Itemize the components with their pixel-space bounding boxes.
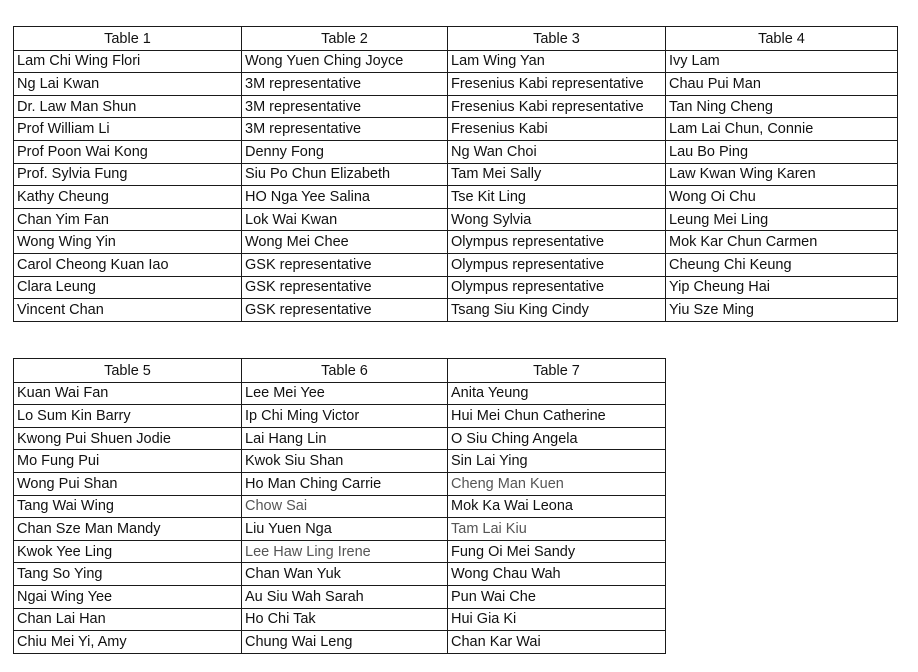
cell: Mok Kar Chun Carmen: [666, 231, 898, 254]
cell: Kathy Cheung: [14, 186, 242, 209]
table-row: [14, 73, 898, 96]
cell: O Siu Ching Angela: [448, 427, 666, 450]
cell: Lee Haw Ling Irene: [242, 540, 448, 563]
table-6-header: Table 6: [242, 359, 448, 383]
cell: GSK representative: [242, 253, 448, 276]
cell: Mok Ka Wai Leona: [448, 495, 666, 518]
table-row: [14, 140, 898, 163]
cell: Wong Oi Chu: [666, 186, 898, 209]
cell: Lee Mei Yee: [242, 382, 448, 405]
cell: 3M representative: [242, 95, 448, 118]
cell: Tse Kit Ling: [448, 186, 666, 209]
cell: Lau Bo Ping: [666, 140, 898, 163]
table-row: [14, 405, 666, 428]
cell: Lok Wai Kwan: [242, 208, 448, 231]
table-row: [14, 382, 666, 405]
cell: Law Kwan Wing Karen: [666, 163, 898, 186]
cell: Siu Po Chun Elizabeth: [242, 163, 448, 186]
cell: Chow Sai: [242, 495, 448, 518]
cell: Denny Fong: [242, 140, 448, 163]
table-row: [14, 631, 666, 654]
cell: Wong Wing Yin: [14, 231, 242, 254]
cell: Prof William Li: [14, 118, 242, 141]
cell: Chan Wan Yuk: [242, 563, 448, 586]
cell: Ngai Wing Yee: [14, 585, 242, 608]
table-row: [14, 495, 666, 518]
table-row: [14, 50, 898, 73]
header-row: [14, 359, 666, 383]
cell: Chau Pui Man: [666, 73, 898, 96]
cell: Hui Gia Ki: [448, 608, 666, 631]
table-row: [14, 186, 898, 209]
cell: Carol Cheong Kuan Iao: [14, 253, 242, 276]
header-row: [14, 27, 898, 51]
cell: Chan Kar Wai: [448, 631, 666, 654]
cell: Chiu Mei Yi, Amy: [14, 631, 242, 654]
table-row: [14, 608, 666, 631]
cell: Pun Wai Che: [448, 585, 666, 608]
cell: Liu Yuen Nga: [242, 518, 448, 541]
cell: Wong Sylvia: [448, 208, 666, 231]
table-3-header: Table 3: [448, 27, 666, 51]
table-row: [14, 585, 666, 608]
cell: Lo Sum Kin Barry: [14, 405, 242, 428]
cell: Yiu Sze Ming: [666, 299, 898, 322]
cell: Chan Yim Fan: [14, 208, 242, 231]
table-row: [14, 540, 666, 563]
table-row: [14, 163, 898, 186]
cell: Wong Mei Chee: [242, 231, 448, 254]
cell: Lam Lai Chun, Connie: [666, 118, 898, 141]
table-row: [14, 95, 898, 118]
table-4-header: Table 4: [666, 27, 898, 51]
table-row: [14, 299, 898, 322]
table-row: [14, 450, 666, 473]
table-row: [14, 472, 666, 495]
cell: Tan Ning Cheng: [666, 95, 898, 118]
cell: Mo Fung Pui: [14, 450, 242, 473]
cell: Olympus representative: [448, 276, 666, 299]
cell: Au Siu Wah Sarah: [242, 585, 448, 608]
table-row: [14, 208, 898, 231]
cell: Fung Oi Mei Sandy: [448, 540, 666, 563]
table-row: [14, 118, 898, 141]
table-row: [14, 231, 898, 254]
cell: HO Nga Yee Salina: [242, 186, 448, 209]
cell: Anita Yeung: [448, 382, 666, 405]
cell: Cheng Man Kuen: [448, 472, 666, 495]
cell: Chung Wai Leng: [242, 631, 448, 654]
cell: Kwok Yee Ling: [14, 540, 242, 563]
table-5-header: Table 5: [14, 359, 242, 383]
table-row: [14, 563, 666, 586]
table-1-header: Table 1: [14, 27, 242, 51]
cell: Hui Mei Chun Catherine: [448, 405, 666, 428]
cell: Lai Hang Lin: [242, 427, 448, 450]
cell: Tang Wai Wing: [14, 495, 242, 518]
cell: Lam Chi Wing Flori: [14, 50, 242, 73]
cell: Ng Wan Choi: [448, 140, 666, 163]
cell: Cheung Chi Keung: [666, 253, 898, 276]
cell: 3M representative: [242, 73, 448, 96]
cell: GSK representative: [242, 299, 448, 322]
cell: Vincent Chan: [14, 299, 242, 322]
cell: Kwok Siu Shan: [242, 450, 448, 473]
cell: Wong Pui Shan: [14, 472, 242, 495]
cell: Kuan Wai Fan: [14, 382, 242, 405]
cell: Wong Chau Wah: [448, 563, 666, 586]
cell: Lam Wing Yan: [448, 50, 666, 73]
cell: Ho Chi Tak: [242, 608, 448, 631]
cell: Fresenius Kabi: [448, 118, 666, 141]
cell: Ip Chi Ming Victor: [242, 405, 448, 428]
cell: Prof Poon Wai Kong: [14, 140, 242, 163]
cell: Dr. Law Man Shun: [14, 95, 242, 118]
cell: Wong Yuen Ching Joyce: [242, 50, 448, 73]
table-2-header: Table 2: [242, 27, 448, 51]
cell: Leung Mei Ling: [666, 208, 898, 231]
cell: Chan Lai Han: [14, 608, 242, 631]
cell: Tam Mei Sally: [448, 163, 666, 186]
cell: Tam Lai Kiu: [448, 518, 666, 541]
table-row: [14, 427, 666, 450]
cell: Tsang Siu King Cindy: [448, 299, 666, 322]
cell: Olympus representative: [448, 253, 666, 276]
cell: Chan Sze Man Mandy: [14, 518, 242, 541]
seating-table-group-1: [13, 26, 898, 322]
cell: Tang So Ying: [14, 563, 242, 586]
cell: GSK representative: [242, 276, 448, 299]
cell: Kwong Pui Shuen Jodie: [14, 427, 242, 450]
table-row: [14, 276, 898, 299]
cell: Ivy Lam: [666, 50, 898, 73]
cell: Ho Man Ching Carrie: [242, 472, 448, 495]
cell: Prof. Sylvia Fung: [14, 163, 242, 186]
cell: Yip Cheung Hai: [666, 276, 898, 299]
cell: Clara Leung: [14, 276, 242, 299]
table-7-header: Table 7: [448, 359, 666, 383]
cell: Sin Lai Ying: [448, 450, 666, 473]
cell: Fresenius Kabi representative: [448, 73, 666, 96]
table-row: [14, 518, 666, 541]
cell: Ng Lai Kwan: [14, 73, 242, 96]
cell: Olympus representative: [448, 231, 666, 254]
cell: 3M representative: [242, 118, 448, 141]
seating-table-group-2: [13, 358, 666, 654]
table-row: [14, 253, 898, 276]
cell: Fresenius Kabi representative: [448, 95, 666, 118]
